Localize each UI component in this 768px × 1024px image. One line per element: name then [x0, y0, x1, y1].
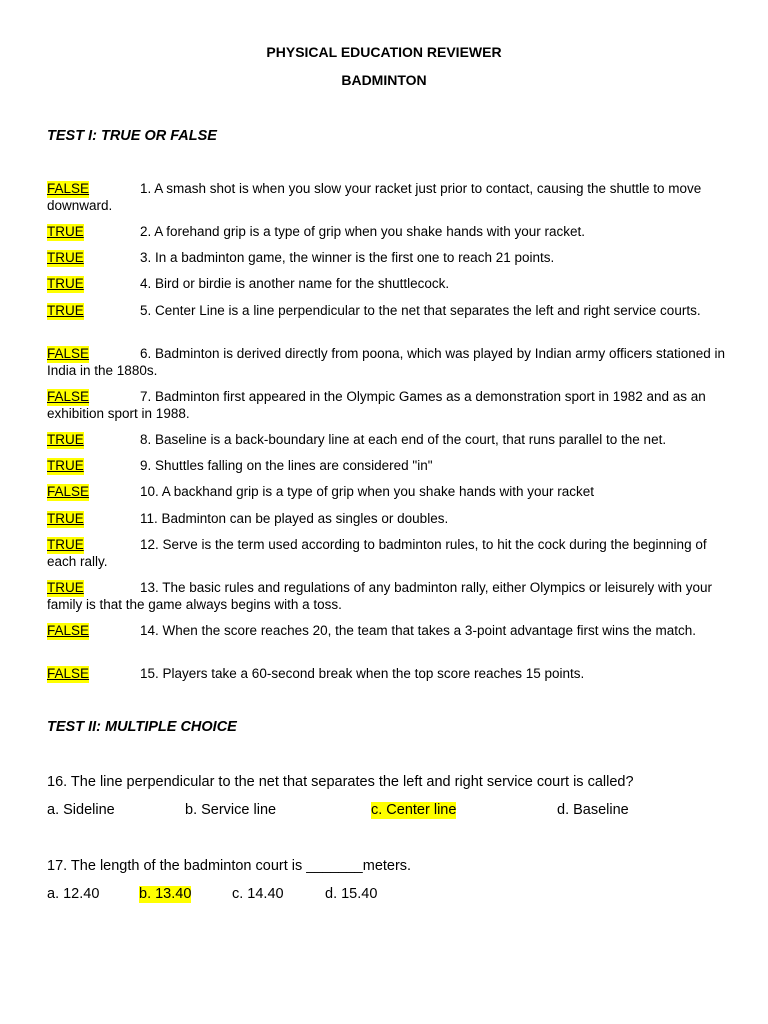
tf-item — [47, 580, 727, 613]
tf-answer: FALSE — [47, 623, 90, 638]
mc-question: 16. The line perpendicular to the net that separates the left and right service court is called? — [47, 774, 634, 790]
tf-statement: 1. A smash shot is when you slow your racket just prior to contact, causing the shuttle to move downward. — [47, 181, 702, 213]
tf-statement: 14. When the score reaches 20, the team that takes a 3-point advantage first wins the match. — [140, 623, 697, 638]
tf-answer: FALSE — [47, 346, 90, 361]
tf-answer: TRUE — [47, 458, 84, 473]
tf-statement: 11. Badminton can be played as singles or doubles. — [140, 511, 449, 526]
tf-answer: TRUE — [47, 580, 84, 595]
tf-answer: FALSE — [47, 389, 90, 404]
tf-statement: 8. Baseline is a back-boundary line at each end of the court, that runs parallel to the net. — [140, 432, 667, 447]
tf-answer: TRUE — [47, 224, 84, 239]
tf-answer: FALSE — [47, 484, 90, 499]
mc-option-d: d. Baseline — [557, 802, 629, 818]
tf-item — [47, 389, 727, 422]
tf-answer: TRUE — [47, 250, 84, 265]
mc-option-d: d. 15.40 — [325, 886, 378, 902]
tf-item — [47, 181, 727, 214]
mc-option-c: c. Center line — [371, 802, 457, 818]
tf-item — [47, 458, 727, 475]
tf-item — [47, 224, 727, 241]
mc-option-b: b. Service line — [185, 802, 277, 818]
document-title: PHYSICAL EDUCATION REVIEWER — [266, 44, 502, 60]
mc-option-b: b. 13.40 — [139, 886, 192, 902]
tf-statement: 5. Center Line is a line perpendicular to the net that separates the left and right service courts. — [140, 303, 701, 318]
tf-statement: 15. Players take a 60-second break when the top score reaches 15 points. — [140, 666, 585, 681]
tf-answer: TRUE — [47, 511, 84, 526]
mc-option-c: c. 14.40 — [232, 886, 284, 902]
tf-answer: FALSE — [47, 181, 90, 196]
tf-item — [47, 511, 727, 528]
mc-question: 17. The length of the badminton court is _______meters. — [47, 858, 412, 874]
tf-statement: 9. Shuttles falling on the lines are considered "in" — [140, 458, 433, 473]
document-subtitle: BADMINTON — [341, 72, 427, 88]
tf-statement: 13. The basic rules and regulations of any badminton rally, either Olympics or leisurely with your family is that the game always begins with a toss. — [47, 580, 713, 612]
tf-statement: 4. Bird or birdie is another name for the shuttlecock. — [140, 276, 450, 291]
tf-answer: TRUE — [47, 276, 84, 291]
tf-item — [47, 537, 727, 570]
tf-answer: TRUE — [47, 432, 84, 447]
tf-item — [47, 432, 727, 449]
tf-statement: 12. Serve is the term used according to badminton rules, to hit the cock during the beginning of each rally. — [47, 537, 707, 569]
tf-statement: 2. A forehand grip is a type of grip when you shake hands with your racket. — [140, 224, 586, 239]
tf-statement: 10. A backhand grip is a type of grip when you shake hands with your racket — [140, 484, 595, 499]
tf-item — [47, 623, 727, 640]
tf-answer: TRUE — [47, 537, 84, 552]
mc-option-a: a. Sideline — [47, 802, 115, 818]
test2-heading: TEST II: MULTIPLE CHOICE — [47, 719, 237, 735]
tf-answer: TRUE — [47, 303, 84, 318]
tf-item — [47, 250, 727, 267]
tf-statement: 6. Badminton is derived directly from poona, which was played by Indian army officers stationed in India in the 1880s. — [47, 346, 726, 378]
mc-option-a: a. 12.40 — [47, 886, 100, 902]
tf-item — [47, 484, 727, 501]
tf-item — [47, 276, 727, 293]
tf-statement: 3. In a badminton game, the winner is the first one to reach 21 points. — [140, 250, 555, 265]
tf-item — [47, 346, 727, 379]
test1-heading: TEST I: TRUE OR FALSE — [47, 128, 217, 144]
tf-answer: FALSE — [47, 666, 90, 681]
tf-item — [47, 666, 727, 683]
tf-item — [47, 303, 727, 320]
tf-statement: 7. Badminton first appeared in the Olympic Games as a demonstration sport in 1982 and as an exhibition sport in 1988. — [47, 389, 706, 421]
